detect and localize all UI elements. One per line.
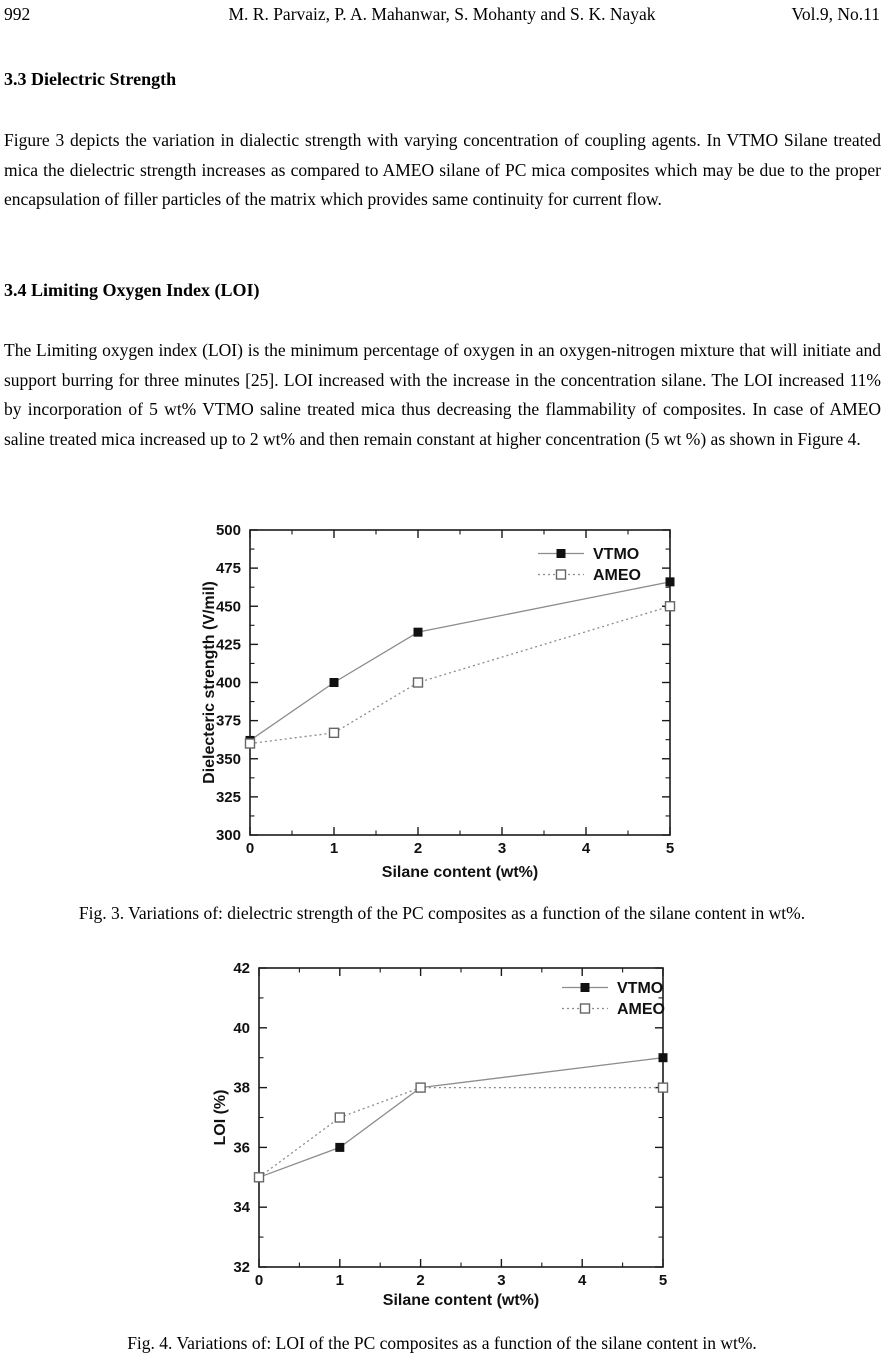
svg-text:Silane content (wt%): Silane content (wt%) (381, 864, 539, 881)
svg-text:5: 5 (658, 1272, 668, 1289)
svg-text:38: 38 (233, 1079, 250, 1097)
svg-text:VTMO: VTMO (593, 546, 640, 563)
svg-text:Silane content (wt%): Silane content (wt%) (382, 1292, 540, 1309)
fig4-caption: Fig. 4. Variations of: LOI of the PC composites as a function of the silane content in wt%. (127, 1333, 757, 1353)
fig3-dielectric-strength-chart (200, 515, 690, 890)
page-number: 992 (4, 4, 31, 24)
svg-text:4: 4 (581, 840, 591, 857)
paragraph-3-4: The Limiting oxygen index (LOI) is the minimum percentage of oxygen in an oxygen-nitrogen mixture that will initiate and support burring for three minutes [25]. LOI increased with the increase in the concentration silane. The LOI increased 11% by incorporation of 5 wt% VTMO saline treated mica thus decreasing the flammability of composites. In case of AMEO saline treated mica increased up to 2 wt% and then remain constant at higher concentration (5 wt %) as shown in Figure 4. (4, 340, 881, 449)
svg-text:42: 42 (233, 960, 250, 977)
svg-text:AMEO: AMEO (617, 1001, 665, 1018)
svg-text:2: 2 (416, 1272, 425, 1289)
svg-text:32: 32 (233, 1259, 250, 1276)
svg-text:AMEO: AMEO (593, 567, 641, 584)
svg-text:LOI (%): LOI (%) (212, 1089, 229, 1146)
svg-text:375: 375 (215, 712, 241, 730)
paragraph-3-3: Figure 3 depicts the variation in dialectic strength with varying concentration of coupling agents. In VTMO Silane treated mica the dielectric strength increases as compared to AMEO silane of PC mica composites which may be due to the proper encapsulation of filler particles of the matrix which provides same continuity for current flow. (4, 130, 881, 210)
section-heading-3-3: 3.3 Dielectric Strength (4, 69, 177, 89)
svg-text:1: 1 (329, 840, 339, 857)
svg-text:VTMO: VTMO (617, 980, 664, 997)
volume-issue: Vol.9, No.11 (791, 4, 880, 24)
fig3-caption: Fig. 3. Variations of: dielectric strength of the PC composites as a function of the silane content in wt%. (78, 903, 806, 923)
svg-text:4: 4 (578, 1272, 587, 1289)
svg-text:475: 475 (215, 560, 241, 578)
svg-text:Dielecteric strength (V/mil): Dielecteric strength (V/mil) (201, 581, 218, 784)
fig4-loi-chart (200, 958, 690, 1315)
svg-text:3: 3 (497, 1272, 506, 1289)
svg-text:3: 3 (497, 840, 507, 857)
svg-text:40: 40 (233, 1019, 250, 1037)
svg-text:450: 450 (215, 598, 241, 616)
svg-text:36: 36 (233, 1139, 250, 1157)
svg-text:0: 0 (254, 1272, 264, 1289)
svg-text:34: 34 (233, 1199, 250, 1217)
svg-text:425: 425 (215, 636, 241, 654)
svg-text:0: 0 (245, 840, 255, 857)
svg-text:350: 350 (215, 750, 241, 768)
svg-text:1: 1 (335, 1272, 344, 1289)
svg-text:2: 2 (413, 840, 423, 857)
svg-text:500: 500 (215, 522, 241, 539)
svg-text:5: 5 (665, 840, 675, 857)
svg-text:400: 400 (215, 674, 241, 692)
svg-text:300: 300 (215, 827, 241, 844)
svg-text:325: 325 (215, 788, 241, 806)
running-head-authors: M. R. Parvaiz, P. A. Mahanwar, S. Mohanty and S. K. Nayak (228, 4, 656, 24)
section-heading-3-4: 3.4 Limiting Oxygen Index (LOI) (4, 280, 260, 300)
